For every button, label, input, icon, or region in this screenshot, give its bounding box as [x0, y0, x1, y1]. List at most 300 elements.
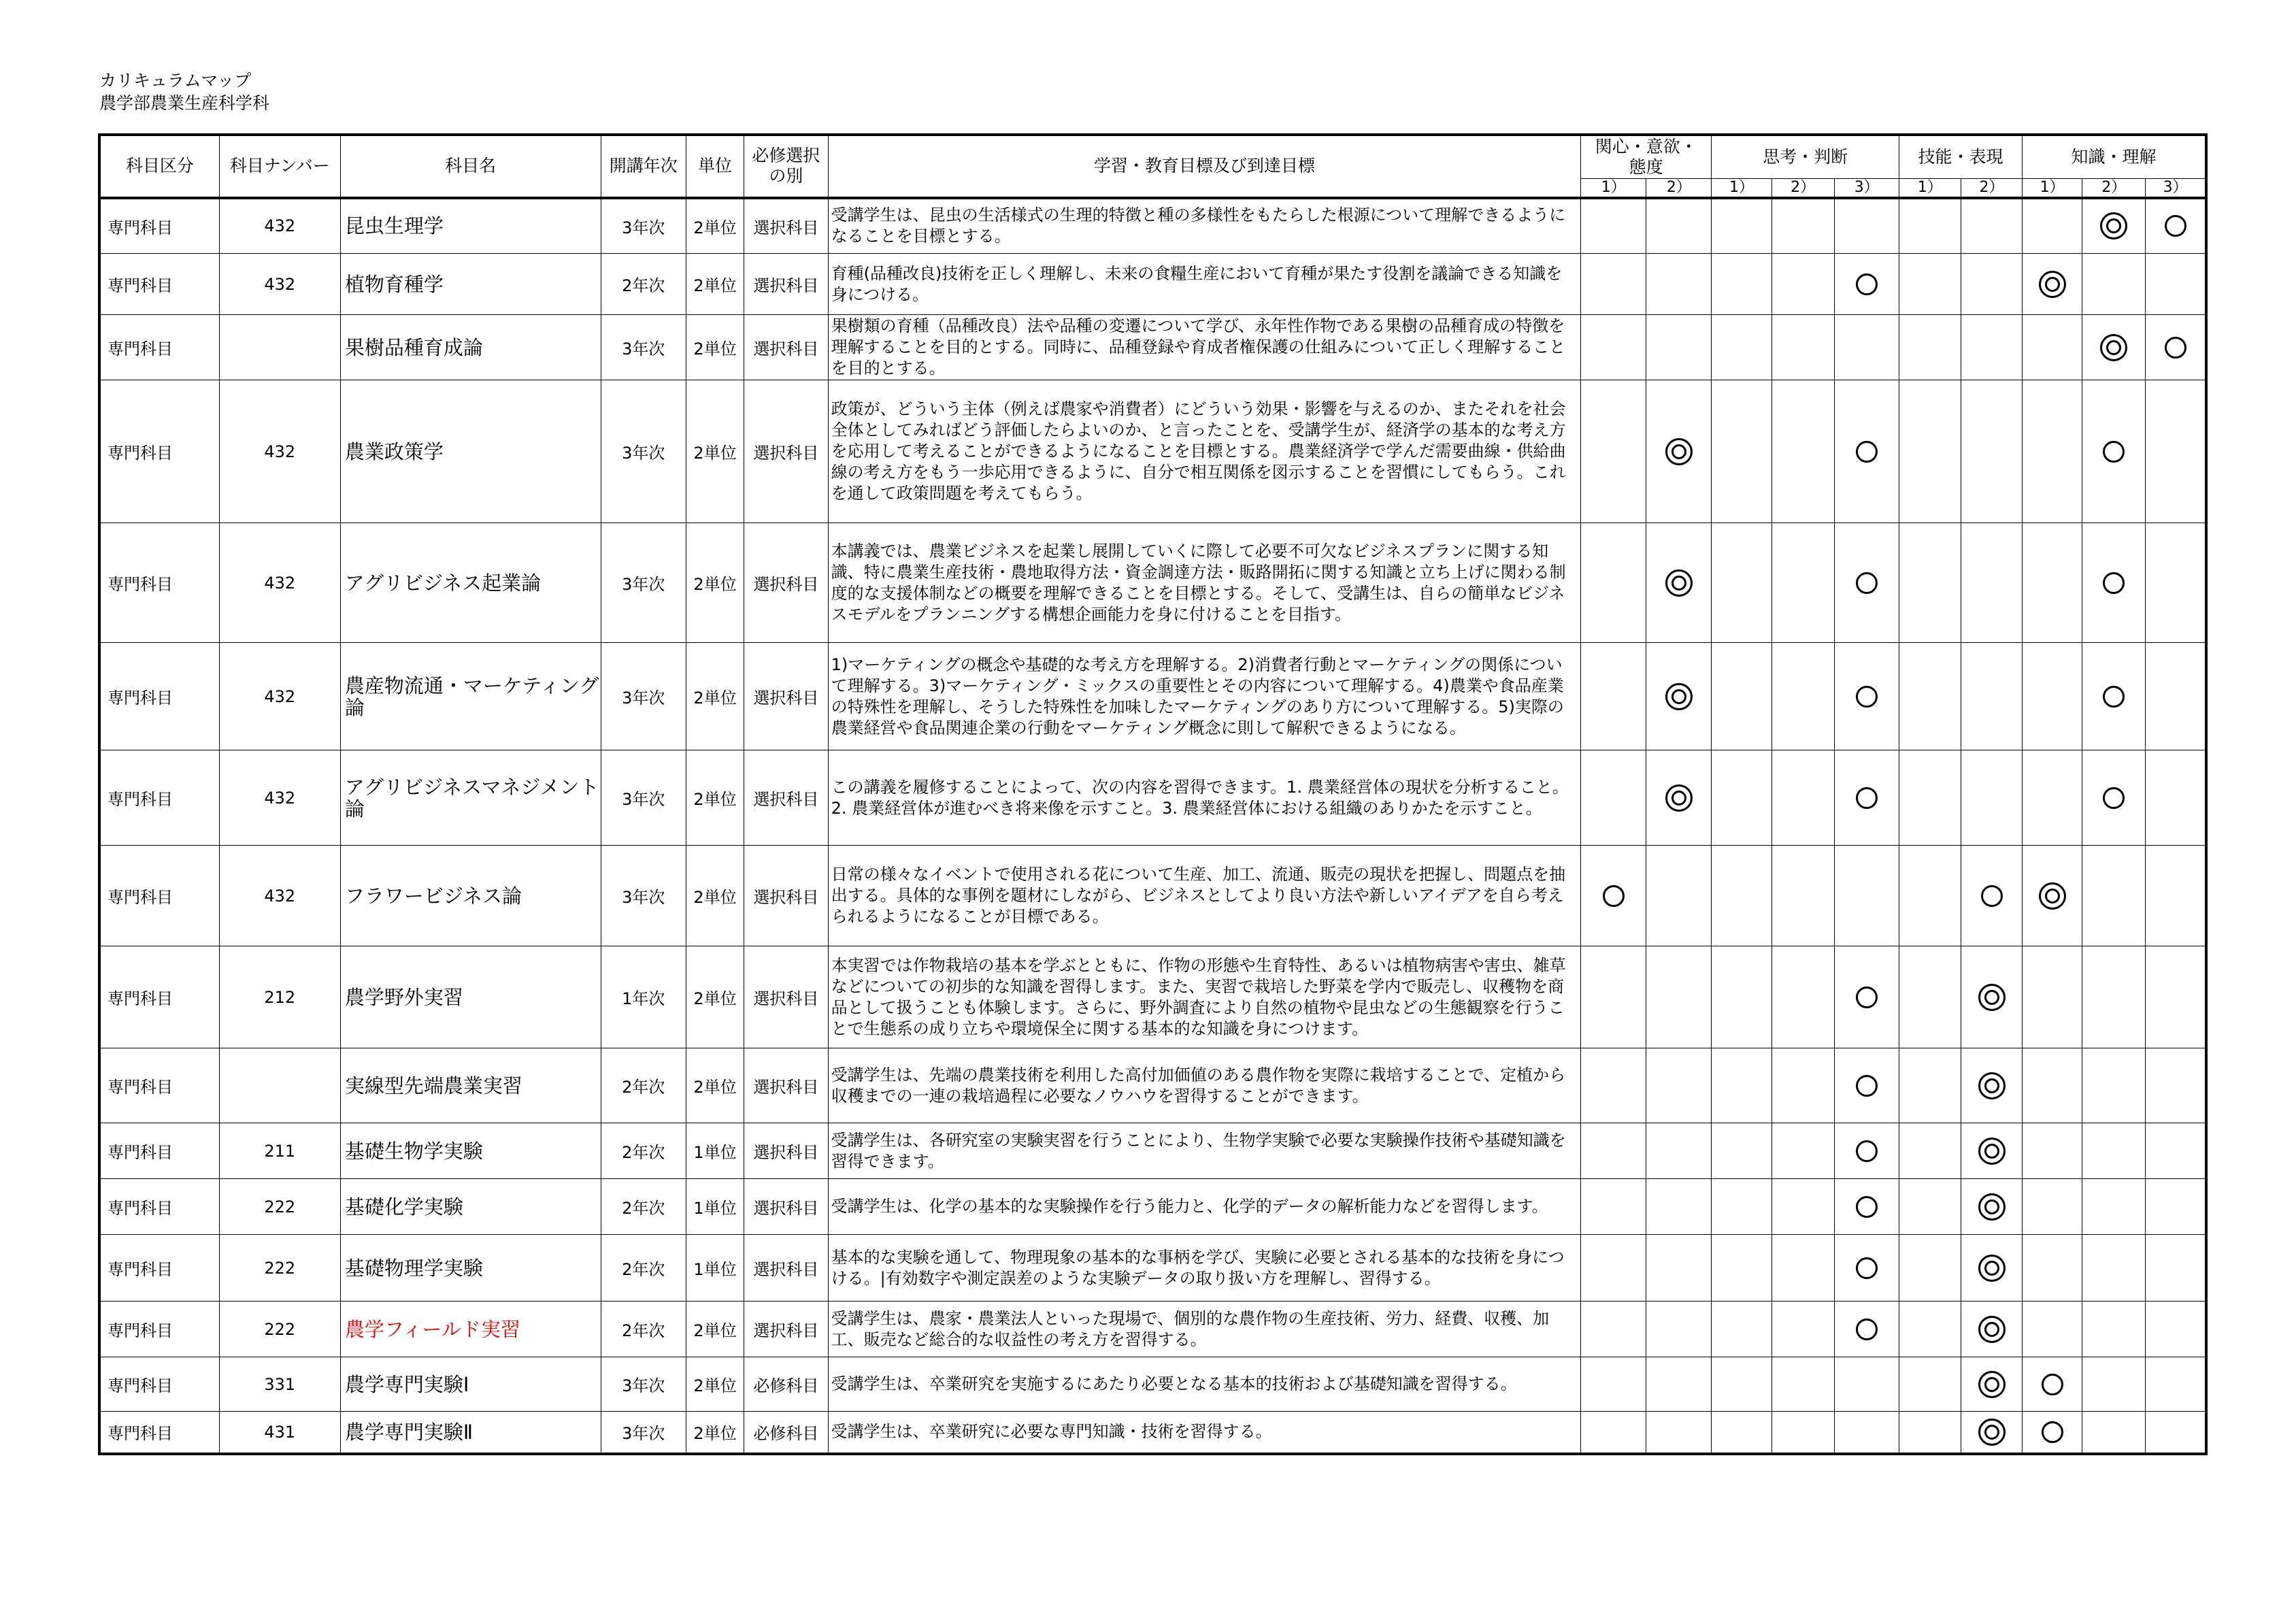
header-sub: 2） — [1646, 178, 1712, 198]
evaluation-mark-cell — [1646, 315, 1712, 380]
evaluation-mark-cell — [1712, 1357, 1771, 1412]
course-required: 選択科目 — [744, 380, 829, 523]
evaluation-mark-cell — [2082, 315, 2146, 380]
evaluation-mark-cell — [2082, 380, 2146, 523]
evaluation-mark-cell — [2146, 315, 2206, 380]
evaluation-mark-cell — [1961, 946, 2022, 1048]
evaluation-mark-cell — [1961, 1357, 2022, 1412]
course-name: 農学専門実験Ⅰ — [340, 1357, 601, 1412]
circle-mark — [1603, 885, 1625, 907]
course-required: 選択科目 — [744, 643, 829, 750]
table-row — [99, 1235, 2206, 1302]
evaluation-mark-cell — [1646, 1357, 1712, 1412]
evaluation-mark-cell — [1581, 1048, 1646, 1123]
evaluation-mark-cell — [1961, 198, 2022, 254]
evaluation-mark-cell — [1899, 1357, 1961, 1412]
evaluation-mark-cell — [1771, 1412, 1834, 1454]
evaluation-mark-cell — [2082, 1123, 2146, 1179]
double-circle-mark — [1978, 1371, 2006, 1398]
evaluation-mark-cell — [2146, 254, 2206, 315]
course-goal: 受講学生は、先端の農業技術を利用した高付加価値のある農作物を実際に栽培することで、定植から収穫までの一連の栽培過程に必要なノウハウを習得することができます。 — [828, 1048, 1581, 1123]
evaluation-mark-cell — [2023, 198, 2082, 254]
evaluation-mark-cell — [2023, 1235, 2082, 1302]
evaluation-mark-cell — [2082, 1412, 2146, 1454]
course-number: 432 — [219, 643, 340, 750]
evaluation-mark-cell — [2146, 750, 2206, 846]
evaluation-mark-cell — [1581, 1179, 1646, 1235]
table-row — [99, 946, 2206, 1048]
evaluation-mark-cell — [1771, 198, 1834, 254]
double-circle-mark — [1978, 1419, 2006, 1446]
circle-mark — [2103, 686, 2125, 708]
course-kubun: 専門科目 — [99, 1048, 219, 1123]
course-kubun: 専門科目 — [99, 380, 219, 523]
table-row — [99, 198, 2206, 254]
evaluation-mark-cell — [1899, 1048, 1961, 1123]
course-goal: 受講学生は、卒業研究に必要な専門知識・技術を習得する。 — [828, 1412, 1581, 1454]
evaluation-mark-cell — [2023, 846, 2082, 946]
course-kubun: 専門科目 — [99, 1179, 219, 1235]
circle-mark — [1856, 787, 1878, 809]
course-goal: 基本的な実験を通して、物理現象の基本的な事柄を学び、実験に必要とされる基本的な技術を身につける。|有効数字や測定誤差のような実験データの取り扱い方を理解し、習得する。 — [828, 1235, 1581, 1302]
evaluation-mark-cell — [1834, 846, 1899, 946]
evaluation-mark-cell — [2023, 750, 2082, 846]
evaluation-mark-cell — [1771, 1357, 1834, 1412]
header-required: 必修選択の別 — [744, 135, 829, 198]
double-circle-mark — [2039, 271, 2066, 298]
evaluation-mark-cell — [2146, 846, 2206, 946]
evaluation-mark-cell — [1581, 523, 1646, 643]
course-year: 3年次 — [601, 1412, 686, 1454]
course-year: 3年次 — [601, 315, 686, 380]
evaluation-mark-cell — [1712, 1123, 1771, 1179]
header-name: 科目名 — [340, 135, 601, 198]
course-name: 農学フィールド実習 — [340, 1302, 601, 1357]
evaluation-mark-cell — [1712, 1179, 1771, 1235]
evaluation-mark-cell — [1961, 523, 2022, 643]
table-row — [99, 1357, 2206, 1412]
evaluation-mark-cell — [1899, 198, 1961, 254]
evaluation-mark-cell — [2082, 1235, 2146, 1302]
evaluation-mark-cell — [1899, 1412, 1961, 1454]
table-row — [99, 643, 2206, 750]
table-row — [99, 1123, 2206, 1179]
course-required: 選択科目 — [744, 1123, 829, 1179]
course-name: 農業政策学 — [340, 380, 601, 523]
course-goal: 受講学生は、昆虫の生活様式の生理的特徴と種の多様性をもたらした根源について理解できるようになることを目標とする。 — [828, 198, 1581, 254]
evaluation-mark-cell — [1712, 1048, 1771, 1123]
evaluation-mark-cell — [1646, 254, 1712, 315]
course-number — [219, 1048, 340, 1123]
course-number: 432 — [219, 380, 340, 523]
evaluation-mark-cell — [1712, 1302, 1771, 1357]
double-circle-mark — [1665, 569, 1693, 597]
evaluation-mark-cell — [2146, 946, 2206, 1048]
evaluation-mark-cell — [1771, 1302, 1834, 1357]
course-year: 3年次 — [601, 198, 686, 254]
evaluation-mark-cell — [1961, 1412, 2022, 1454]
course-kubun: 専門科目 — [99, 846, 219, 946]
course-year: 3年次 — [601, 523, 686, 643]
header-sub: 1） — [2023, 178, 2082, 198]
circle-mark — [2165, 337, 2186, 359]
course-required: 選択科目 — [744, 1179, 829, 1235]
course-year: 2年次 — [601, 254, 686, 315]
course-number: 211 — [219, 1123, 340, 1179]
evaluation-mark-cell — [1834, 1235, 1899, 1302]
evaluation-mark-cell — [1961, 1302, 2022, 1357]
evaluation-mark-cell — [1712, 750, 1771, 846]
course-required: 選択科目 — [744, 315, 829, 380]
evaluation-mark-cell — [1581, 1357, 1646, 1412]
course-kubun: 専門科目 — [99, 198, 219, 254]
table-row — [99, 1179, 2206, 1235]
table-row — [99, 846, 2206, 946]
evaluation-mark-cell — [1581, 380, 1646, 523]
course-goal: 1)マーケティングの概念や基礎的な考え方を理解する。2)消費者行動とマーケティングの関係について理解する。3)マーケティング・ミックスの重要性とその内容について理解する。4)農業や食品産業の特殊性を理解し、そうした特殊性を加味したマーケティングのあり方について理解する。5)実際の農業経営や食品関連企業の行動をマーケティング概念に則して解釈できるようになる。 — [828, 643, 1581, 750]
course-goal: 受講学生は、卒業研究を実施するにあたり必要となる基本的技術および基礎知識を習得する。 — [828, 1357, 1581, 1412]
evaluation-mark-cell — [1899, 946, 1961, 1048]
header-sub: 3） — [1834, 178, 1899, 198]
evaluation-mark-cell — [1646, 946, 1712, 1048]
evaluation-mark-cell — [2023, 315, 2082, 380]
evaluation-mark-cell — [1771, 1048, 1834, 1123]
course-unit: 2単位 — [686, 750, 744, 846]
evaluation-mark-cell — [2082, 523, 2146, 643]
header-group-skill: 技能・表現 — [1899, 135, 2022, 178]
evaluation-mark-cell — [1961, 254, 2022, 315]
evaluation-mark-cell — [1712, 946, 1771, 1048]
course-required: 選択科目 — [744, 1048, 829, 1123]
evaluation-mark-cell — [1899, 1179, 1961, 1235]
evaluation-mark-cell — [1771, 846, 1834, 946]
course-number — [219, 315, 340, 380]
evaluation-mark-cell — [2082, 846, 2146, 946]
course-unit: 1単位 — [686, 1123, 744, 1179]
course-kubun: 専門科目 — [99, 750, 219, 846]
double-circle-mark — [1978, 984, 2006, 1011]
evaluation-mark-cell — [1771, 1179, 1834, 1235]
evaluation-mark-cell — [1771, 1235, 1834, 1302]
evaluation-mark-cell — [2023, 1048, 2082, 1123]
course-year: 2年次 — [601, 1048, 686, 1123]
course-year: 2年次 — [601, 1179, 686, 1235]
table-row — [99, 1302, 2206, 1357]
evaluation-mark-cell — [1899, 523, 1961, 643]
course-goal: 政策が、どういう主体（例えば農家や消費者）にどういう効果・影響を与えるのか、またそれを社会全体としてみればどう評価したらよいのか、と言ったことを、受講学生が、経済学の基本的な考え方を応用して考えることができるようになることを目標とする。農業経済学で学んだ需要曲線・供給曲線の考え方をもう一歩応用できるように、自分で相互関係を図示することを習慣にしてもらう。これを通して政策問題を考えてもらう。 — [828, 380, 1581, 523]
course-goal: 受講学生は、化学の基本的な実験操作を行う能力と、化学的データの解析能力などを習得します。 — [828, 1179, 1581, 1235]
evaluation-mark-cell — [1961, 643, 2022, 750]
evaluation-mark-cell — [1834, 380, 1899, 523]
evaluation-mark-cell — [2146, 1235, 2206, 1302]
course-number: 222 — [219, 1235, 340, 1302]
evaluation-mark-cell — [1771, 1123, 1834, 1179]
circle-mark — [1856, 572, 1878, 594]
course-unit: 2単位 — [686, 946, 744, 1048]
course-unit: 2単位 — [686, 254, 744, 315]
evaluation-mark-cell — [2146, 1048, 2206, 1123]
course-year: 3年次 — [601, 643, 686, 750]
course-number: 331 — [219, 1357, 340, 1412]
course-unit: 2単位 — [686, 1048, 744, 1123]
evaluation-mark-cell — [1899, 1123, 1961, 1179]
course-required: 選択科目 — [744, 254, 829, 315]
evaluation-mark-cell — [2082, 1179, 2146, 1235]
evaluation-mark-cell — [1581, 1123, 1646, 1179]
header-unit: 単位 — [686, 135, 744, 198]
evaluation-mark-cell — [1899, 1302, 1961, 1357]
course-required: 選択科目 — [744, 846, 829, 946]
evaluation-mark-cell — [1899, 254, 1961, 315]
evaluation-mark-cell — [1712, 1235, 1771, 1302]
course-kubun: 専門科目 — [99, 1123, 219, 1179]
evaluation-mark-cell — [2082, 946, 2146, 1048]
course-required: 選択科目 — [744, 946, 829, 1048]
evaluation-mark-cell — [1581, 198, 1646, 254]
evaluation-mark-cell — [1646, 380, 1712, 523]
table-body — [99, 198, 2206, 1454]
evaluation-mark-cell — [1834, 1412, 1899, 1454]
evaluation-mark-cell — [1581, 1412, 1646, 1454]
evaluation-mark-cell — [1834, 523, 1899, 643]
evaluation-mark-cell — [1961, 1235, 2022, 1302]
course-unit: 1単位 — [686, 1179, 744, 1235]
evaluation-mark-cell — [2146, 1123, 2206, 1179]
circle-mark — [1856, 441, 1878, 463]
evaluation-mark-cell — [2146, 1302, 2206, 1357]
double-circle-mark — [1665, 683, 1693, 710]
header-goal: 学習・教育目標及び到達目標 — [828, 135, 1581, 198]
course-required: 必修科目 — [744, 1357, 829, 1412]
circle-mark — [1856, 274, 1878, 295]
evaluation-mark-cell — [1771, 380, 1834, 523]
evaluation-mark-cell — [1712, 643, 1771, 750]
evaluation-mark-cell — [2146, 523, 2206, 643]
course-number: 212 — [219, 946, 340, 1048]
evaluation-mark-cell — [2146, 198, 2206, 254]
course-goal: 果樹類の育種（品種改良）法や品種の変遷について学び、永年性作物である果樹の品種育成の特徴を理解することを目的とする。同時に、品種登録や育成者権保護の仕組みについて正しく理解することを目的とする。 — [828, 315, 1581, 380]
course-number: 431 — [219, 1412, 340, 1454]
circle-mark — [1856, 1257, 1878, 1279]
evaluation-mark-cell — [1961, 1179, 2022, 1235]
circle-mark — [1981, 885, 2003, 907]
circle-mark — [1856, 1075, 1878, 1097]
evaluation-mark-cell — [1961, 315, 2022, 380]
double-circle-mark — [2100, 212, 2127, 239]
course-name: アグリビジネスマネジメント論 — [340, 750, 601, 846]
evaluation-mark-cell — [2146, 1357, 2206, 1412]
evaluation-mark-cell — [1771, 523, 1834, 643]
evaluation-mark-cell — [1771, 254, 1834, 315]
course-kubun: 専門科目 — [99, 315, 219, 380]
course-name: アグリビジネス起業論 — [340, 523, 601, 643]
course-goal: 日常の様々なイベントで使用される花について生産、加工、流通、販売の現状を把握し、問題点を抽出する。具体的な事例を題材にしながら、ビジネスとしてより良い方法や新しいアイデアを自ら考えられるようになることが目標である。 — [828, 846, 1581, 946]
course-name: 果樹品種育成論 — [340, 315, 601, 380]
header-sub: 2） — [1961, 178, 2022, 198]
evaluation-mark-cell — [1899, 643, 1961, 750]
evaluation-mark-cell — [2023, 1302, 2082, 1357]
course-number: 432 — [219, 750, 340, 846]
course-goal: 本実習では作物栽培の基本を学ぶとともに、作物の形態や生育特性、あるいは植物病害や害虫、雑草などについての初歩的な知識を習得します。また、実習で栽培した野菜を学内で販売し、収穫物を商品として扱うことも体験します。さらに、野外調査により自然の植物や昆虫などの生態観察を行うことで生態系の成り立ちや環境保全に関する基本的な知識を身につけます。 — [828, 946, 1581, 1048]
evaluation-mark-cell — [1834, 1123, 1899, 1179]
course-year: 2年次 — [601, 1302, 686, 1357]
circle-mark — [2103, 441, 2125, 463]
course-year: 3年次 — [601, 846, 686, 946]
course-kubun: 専門科目 — [99, 254, 219, 315]
evaluation-mark-cell — [1646, 1179, 1712, 1235]
course-required: 選択科目 — [744, 1235, 829, 1302]
double-circle-mark — [1978, 1316, 2006, 1343]
table-row — [99, 254, 2206, 315]
evaluation-mark-cell — [1646, 198, 1712, 254]
evaluation-mark-cell — [1834, 1179, 1899, 1235]
evaluation-mark-cell — [1646, 523, 1712, 643]
evaluation-mark-cell — [1646, 1302, 1712, 1357]
course-unit: 2単位 — [686, 523, 744, 643]
course-goal: 受講学生は、各研究室の実験実習を行うことにより、生物学実験で必要な実験操作技術や基礎知識を習得できます。 — [828, 1123, 1581, 1179]
course-unit: 2単位 — [686, 1302, 744, 1357]
header-sub: 1） — [1899, 178, 1961, 198]
course-year: 2年次 — [601, 1235, 686, 1302]
course-kubun: 専門科目 — [99, 643, 219, 750]
evaluation-mark-cell — [1961, 846, 2022, 946]
course-name: 基礎物理学実験 — [340, 1235, 601, 1302]
circle-mark — [1856, 686, 1878, 708]
circle-mark — [2042, 1374, 2063, 1395]
course-year: 3年次 — [601, 1357, 686, 1412]
evaluation-mark-cell — [2146, 643, 2206, 750]
circle-mark — [1856, 1140, 1878, 1162]
course-number: 432 — [219, 254, 340, 315]
header-kubun: 科目区分 — [99, 135, 219, 198]
course-year: 1年次 — [601, 946, 686, 1048]
course-year: 3年次 — [601, 750, 686, 846]
evaluation-mark-cell — [1834, 643, 1899, 750]
evaluation-mark-cell — [1712, 1412, 1771, 1454]
evaluation-mark-cell — [1646, 846, 1712, 946]
course-name: 植物育種学 — [340, 254, 601, 315]
evaluation-mark-cell — [2082, 1302, 2146, 1357]
evaluation-mark-cell — [1899, 315, 1961, 380]
course-unit: 2単位 — [686, 315, 744, 380]
evaluation-mark-cell — [1834, 254, 1899, 315]
course-kubun: 専門科目 — [99, 1412, 219, 1454]
evaluation-mark-cell — [2082, 1357, 2146, 1412]
course-unit: 2単位 — [686, 380, 744, 523]
evaluation-mark-cell — [1646, 1123, 1712, 1179]
evaluation-mark-cell — [2082, 643, 2146, 750]
header-group-thinking: 思考・判断 — [1712, 135, 1899, 178]
course-name: 昆虫生理学 — [340, 198, 601, 254]
course-goal: この講義を履修することによって、次の内容を習得できます。1. 農業経営体の現状を分析すること。2. 農業経営体が進むべき将来像を示すこと。3. 農業経営体における組織のありかたを示すこと。 — [828, 750, 1581, 846]
evaluation-mark-cell — [2023, 946, 2082, 1048]
evaluation-mark-cell — [1581, 1302, 1646, 1357]
course-kubun: 専門科目 — [99, 1357, 219, 1412]
circle-mark — [1856, 1196, 1878, 1218]
evaluation-mark-cell — [2082, 198, 2146, 254]
table-row — [99, 1412, 2206, 1454]
header-sub: 3） — [2146, 178, 2206, 198]
course-number: 222 — [219, 1179, 340, 1235]
evaluation-mark-cell — [1581, 946, 1646, 1048]
evaluation-mark-cell — [1834, 315, 1899, 380]
course-name: 基礎生物学実験 — [340, 1123, 601, 1179]
double-circle-mark — [2100, 334, 2127, 361]
table-row — [99, 523, 2206, 643]
circle-mark — [2165, 215, 2186, 237]
evaluation-mark-cell — [1646, 750, 1712, 846]
course-unit: 2単位 — [686, 1357, 744, 1412]
header-sub: 2） — [2082, 178, 2146, 198]
double-circle-mark — [1665, 438, 1693, 465]
course-unit: 2単位 — [686, 198, 744, 254]
header-group-interest: 関心・意欲・態度 — [1581, 135, 1712, 178]
evaluation-mark-cell — [1712, 523, 1771, 643]
table-row — [99, 1048, 2206, 1123]
evaluation-mark-cell — [2023, 380, 2082, 523]
evaluation-mark-cell — [1712, 198, 1771, 254]
course-kubun: 専門科目 — [99, 946, 219, 1048]
evaluation-mark-cell — [1771, 315, 1834, 380]
course-name: 実線型先端農業実習 — [340, 1048, 601, 1123]
evaluation-mark-cell — [1712, 846, 1771, 946]
evaluation-mark-cell — [1646, 1412, 1712, 1454]
evaluation-mark-cell — [1834, 750, 1899, 846]
evaluation-mark-cell — [1834, 946, 1899, 1048]
evaluation-mark-cell — [1834, 1048, 1899, 1123]
course-required: 選択科目 — [744, 523, 829, 643]
evaluation-mark-cell — [1581, 1235, 1646, 1302]
evaluation-mark-cell — [1581, 750, 1646, 846]
course-unit: 2単位 — [686, 643, 744, 750]
evaluation-mark-cell — [1961, 1048, 2022, 1123]
header-group-knowledge: 知識・理解 — [2023, 135, 2206, 178]
evaluation-mark-cell — [2023, 1412, 2082, 1454]
document-title: カリキュラムマップ — [99, 71, 252, 90]
evaluation-mark-cell — [1899, 750, 1961, 846]
document-subtitle: 農学部農業生産科学科 — [99, 93, 270, 113]
circle-mark — [2103, 787, 2125, 809]
evaluation-mark-cell — [1771, 750, 1834, 846]
double-circle-mark — [1978, 1193, 2006, 1221]
course-number: 222 — [219, 1302, 340, 1357]
evaluation-mark-cell — [1961, 1123, 2022, 1179]
course-kubun: 専門科目 — [99, 1235, 219, 1302]
course-unit: 2単位 — [686, 846, 744, 946]
course-name: フラワービジネス論 — [340, 846, 601, 946]
course-goal: 受講学生は、農家・農業法人といった現場で、個別的な農作物の生産技術、労力、経費、収穫、加工、販売など総合的な収益性の考え方を習得する。 — [828, 1302, 1581, 1357]
course-kubun: 専門科目 — [99, 523, 219, 643]
evaluation-mark-cell — [2082, 1048, 2146, 1123]
evaluation-mark-cell — [1961, 380, 2022, 523]
course-name: 基礎化学実験 — [340, 1179, 601, 1235]
evaluation-mark-cell — [2082, 750, 2146, 846]
course-required: 選択科目 — [744, 1302, 829, 1357]
course-number: 432 — [219, 846, 340, 946]
course-required: 選択科目 — [744, 198, 829, 254]
evaluation-mark-cell — [2082, 254, 2146, 315]
evaluation-mark-cell — [1646, 1048, 1712, 1123]
evaluation-mark-cell — [1712, 254, 1771, 315]
evaluation-mark-cell — [2146, 1179, 2206, 1235]
course-unit: 2単位 — [686, 1412, 744, 1454]
header-sub: 2） — [1771, 178, 1834, 198]
course-goal: 育種(品種改良)技術を正しく理解し、未来の食糧生産において育種が果たす役割を議論できる知識を身につける。 — [828, 254, 1581, 315]
double-circle-mark — [2039, 882, 2066, 910]
double-circle-mark — [1665, 784, 1693, 812]
evaluation-mark-cell — [1899, 846, 1961, 946]
header-year: 開講年次 — [601, 135, 686, 198]
